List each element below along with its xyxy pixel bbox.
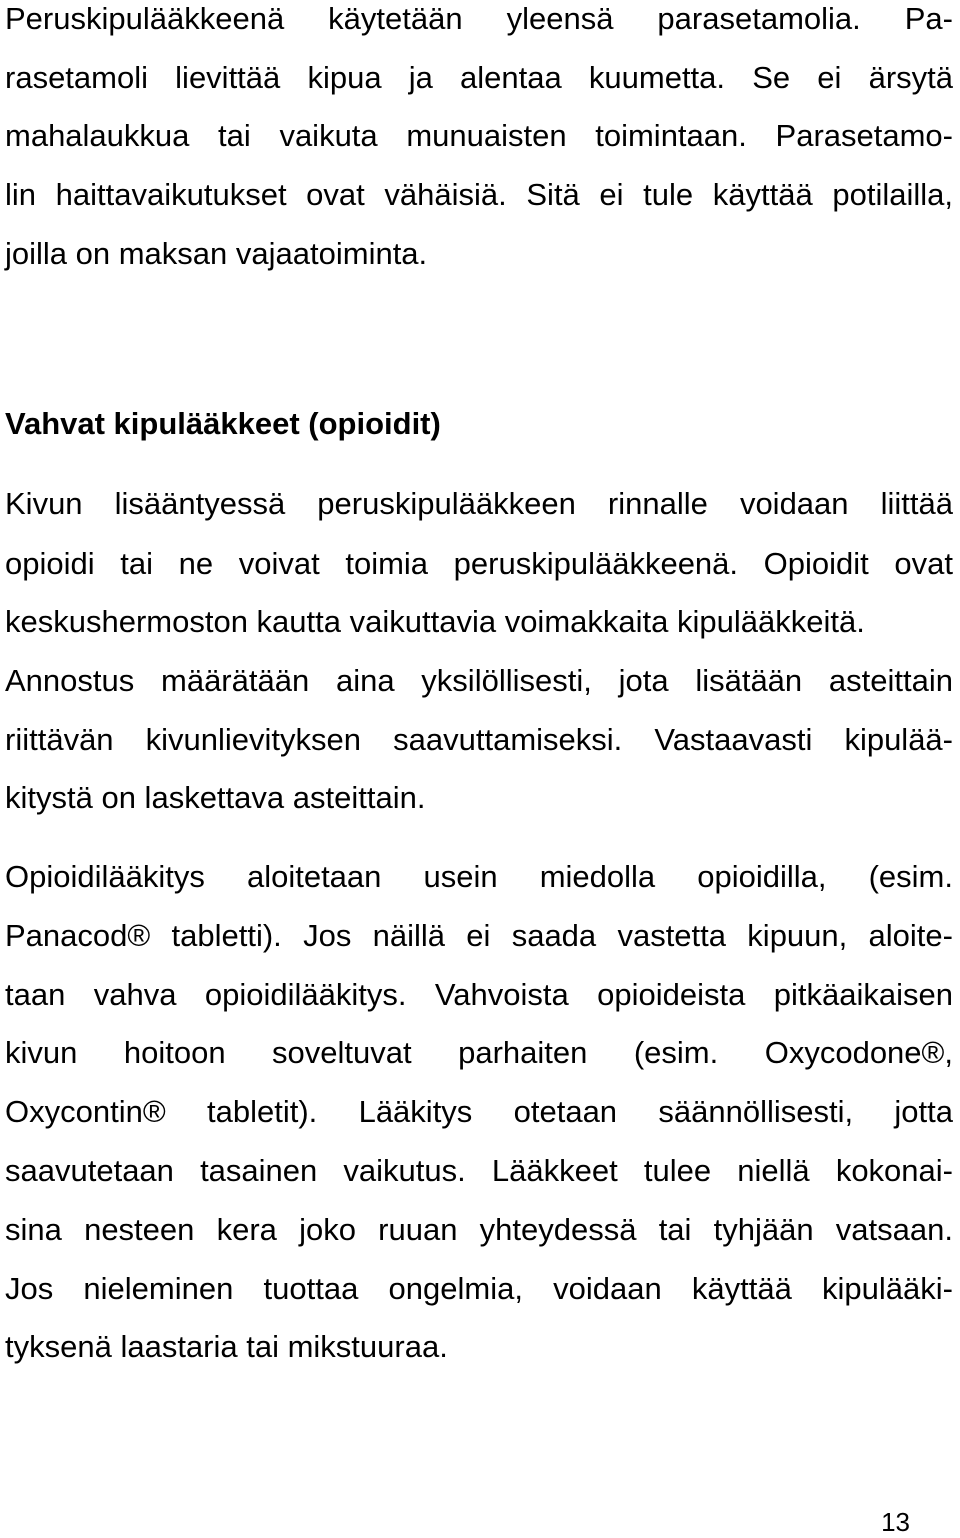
text-line: lin haittavaikutukset ovat vähäisiä. Sitä ei tule käyttää potilailla, bbox=[5, 177, 953, 212]
text-line: Oxycontin® tabletit). Lääkitys otetaan säännöllisesti, jotta bbox=[5, 1094, 953, 1129]
text-line: kitystä on laskettava asteittain. bbox=[5, 780, 426, 815]
text-line: kivun hoitoon soveltuvat parhaiten (esim. Oxycodone®, bbox=[5, 1035, 953, 1070]
text-line: Peruskipulääkkeenä käytetään yleensä parasetamolia. Pa- bbox=[5, 1, 953, 36]
text-line: Opioidilääkitys aloitetaan usein miedolla opioidilla, (esim. bbox=[5, 859, 953, 894]
text-line: joilla on maksan vajaatoiminta. bbox=[5, 236, 428, 271]
text-line: opioidi tai ne voivat toimia peruskipulääkkeenä. Opioidit ovat bbox=[5, 546, 953, 581]
text-line: Panacod® tabletti). Jos näillä ei saada vastetta kipuun, aloite- bbox=[5, 918, 953, 953]
text-line: mahalaukkua tai vaikuta munuaisten toimintaan. Parasetamo- bbox=[5, 118, 953, 153]
text-line: taan vahva opioidilääkitys. Vahvoista opioideista pitkäaikaisen bbox=[5, 977, 953, 1012]
text-line: keskushermoston kautta vaikuttavia voimakkaita kipulääkkeitä. bbox=[5, 604, 865, 639]
text-line: Kivun lisääntyessä peruskipulääkkeen rinnalle voidaan liittää bbox=[5, 486, 953, 521]
page-number: 13 bbox=[881, 1507, 910, 1537]
text-line: tyksenä laastaria tai mikstuuraa. bbox=[5, 1329, 448, 1364]
text-line: Jos nieleminen tuottaa ongelmia, voidaan käyttää kipulääki- bbox=[5, 1271, 953, 1306]
text-line: saavutetaan tasainen vaikutus. Lääkkeet tulee niellä kokonai- bbox=[5, 1153, 953, 1188]
text-line: rasetamoli lievittää kipua ja alentaa kuumetta. Se ei ärsytä bbox=[5, 60, 953, 95]
text-line: Annostus määrätään aina yksilöllisesti, jota lisätään asteittain bbox=[5, 663, 953, 698]
text-line: sina nesteen kera joko ruuan yhteydessä tai tyhjään vatsaan. bbox=[5, 1212, 953, 1247]
section-heading: Vahvat kipulääkkeet (opioidit) bbox=[5, 406, 441, 441]
text-line: riittävän kivunlievityksen saavuttamiseksi. Vastaavasti kipulää- bbox=[5, 722, 953, 757]
